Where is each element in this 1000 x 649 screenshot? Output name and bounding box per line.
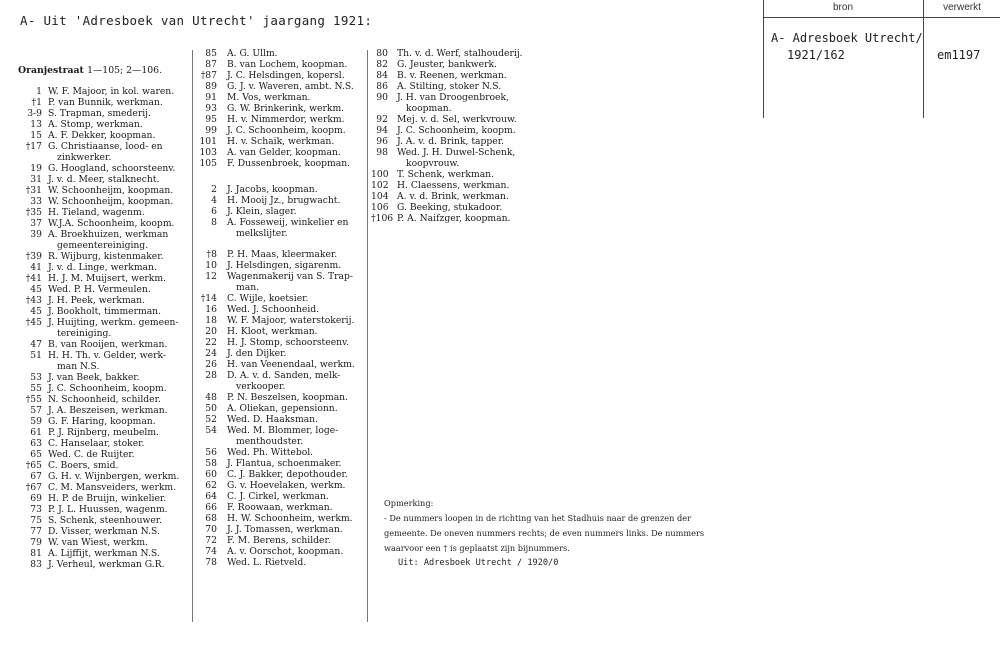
house-number: 18 xyxy=(205,315,217,326)
bron-value xyxy=(771,30,923,64)
resident-entry: zinkwerker. xyxy=(57,152,112,163)
house-number: 57 xyxy=(30,405,42,416)
resident-entry: P. H. Maas, kleermaker. xyxy=(227,249,338,260)
resident-entry: C. M. Mansveiders, werkm. xyxy=(48,482,177,493)
house-number: †39 xyxy=(25,251,42,262)
resident-entry: koopvrouw. xyxy=(406,158,460,169)
remark-line-1: - De nummers loopen in de richting van het Stadhuis naar de grenzen der xyxy=(384,513,691,523)
resident-entry: G. v. Hoevelaken, werkm. xyxy=(227,480,346,491)
house-number: 64 xyxy=(205,491,217,502)
house-number: 61 xyxy=(30,427,42,438)
verwerkt-header: verwerkt xyxy=(943,2,981,13)
house-number: †41 xyxy=(25,273,42,284)
resident-entry: Wed. P. H. Vermeulen. xyxy=(48,284,151,295)
resident-entry: Th. v. d. Werf, stalhouderij. xyxy=(397,48,523,59)
resident-entry: G. Hoogland, schoorsteenv. xyxy=(48,163,176,174)
resident-entry: C. Boers, smid. xyxy=(48,460,119,471)
house-number: 45 xyxy=(30,306,42,317)
resident-entry: Wed. J. H. Duwel-Schenk, xyxy=(397,147,516,158)
resident-entry: J. den Dijker. xyxy=(227,348,287,359)
column-rule-1 xyxy=(192,50,193,622)
house-number: 68 xyxy=(205,513,217,524)
house-number: 95 xyxy=(205,114,217,125)
address-row xyxy=(18,405,168,416)
house-number: 69 xyxy=(30,493,42,504)
house-number: 6 xyxy=(211,206,217,217)
resident-entry: P. J. L. Huussen, wagenm. xyxy=(48,504,168,515)
resident-entry: H. H. Th. v. Gelder, werk- xyxy=(48,350,166,361)
house-number: 104 xyxy=(371,191,389,202)
house-number: 56 xyxy=(205,447,217,458)
resident-entry: J. Helsdingen, sigarenm. xyxy=(227,260,342,271)
resident-entry: Wed. M. Blommer, loge- xyxy=(227,425,339,436)
house-number: †17 xyxy=(25,141,42,152)
house-number: 96 xyxy=(376,136,388,147)
house-number: 50 xyxy=(205,403,217,414)
house-number: 16 xyxy=(205,304,217,315)
resident-entry: H. J. M. Muijsert, werkm. xyxy=(48,273,166,284)
address-row xyxy=(18,515,162,526)
address-row xyxy=(18,328,162,339)
resident-entry: S. Schenk, steenhouwer. xyxy=(48,515,163,526)
resident-entry: A. Stilting, stoker N.S. xyxy=(397,81,502,92)
house-number: 102 xyxy=(371,180,389,191)
address-list-1 xyxy=(18,86,180,570)
house-number: †45 xyxy=(25,317,42,328)
resident-entry: Wed. C. de Ruijter. xyxy=(48,449,135,460)
address-row xyxy=(18,361,162,372)
house-number: 75 xyxy=(30,515,42,526)
house-number: 78 xyxy=(205,557,217,568)
house-number: 82 xyxy=(376,59,388,70)
address-row xyxy=(18,537,162,548)
house-number: 77 xyxy=(30,526,42,537)
resident-entry: H. J. Stomp, schoorsteenv. xyxy=(227,337,350,348)
address-row xyxy=(18,493,167,504)
resident-entry: menthoudster. xyxy=(236,436,304,447)
house-number: 103 xyxy=(199,147,217,158)
house-number: 13 xyxy=(30,119,42,130)
resident-entry: J. C. Schoonheim, koopm. xyxy=(48,383,167,394)
resident-entry: H. P. de Bruijn, winkelier. xyxy=(48,493,167,504)
address-row xyxy=(18,504,168,515)
column-rule-2 xyxy=(367,50,368,622)
house-number: 74 xyxy=(205,546,217,557)
remark-line-3: waarvoor een † is geplaatst zijn bijnummers. xyxy=(384,543,570,553)
house-number: 72 xyxy=(205,535,217,546)
house-number: 54 xyxy=(205,425,217,436)
house-number: 53 xyxy=(30,372,42,383)
resident-entry: A. Stomp, werkman. xyxy=(48,119,143,130)
resident-entry: H. Claessens, werkman. xyxy=(397,180,510,191)
resident-entry: A. Oliekan, gepensionn. xyxy=(227,403,338,414)
house-number: 60 xyxy=(205,469,217,480)
house-number: 28 xyxy=(205,370,217,381)
house-number: 19 xyxy=(30,163,42,174)
address-row xyxy=(18,559,165,570)
resident-entry: A. van Gelder, koopman. xyxy=(227,147,341,158)
resident-entry: G. F. Haring, koopman. xyxy=(48,416,156,427)
house-number: †14 xyxy=(200,293,217,304)
resident-entry: A. v. d. Brink, werkman. xyxy=(397,191,509,202)
house-number: †43 xyxy=(25,295,42,306)
address-row xyxy=(18,339,168,350)
house-number: 12 xyxy=(205,271,217,282)
remark-block xyxy=(384,496,704,571)
resident-entry: melkslijter. xyxy=(236,228,288,239)
house-number: 58 xyxy=(205,458,217,469)
resident-entry: J. A. v. d. Brink, tapper. xyxy=(397,136,505,147)
address-row xyxy=(18,185,174,196)
resident-entry: N. Schoonheid, schilder. xyxy=(48,394,161,405)
resident-entry: C. Wijle, koetsier. xyxy=(227,293,309,304)
house-number: 101 xyxy=(199,136,217,147)
resident-entry: J. Flantua, schoenmaker. xyxy=(227,458,342,469)
resident-entry: H. Tieland, wagenm. xyxy=(48,207,145,218)
info-box xyxy=(763,0,1000,118)
address-row xyxy=(18,394,162,405)
resident-entry: W. Schoonheijm, koopman. xyxy=(48,185,174,196)
house-number: 65 xyxy=(30,449,42,460)
resident-entry: H. Kloot, werkman. xyxy=(227,326,318,337)
house-number: 83 xyxy=(30,559,42,570)
resident-entry: A. Lijffijt, werkman N.S. xyxy=(48,548,160,559)
resident-entry: man. xyxy=(236,282,260,293)
remark-title: Opmerking: xyxy=(384,498,434,508)
house-number: 98 xyxy=(376,147,388,158)
house-number: †106 xyxy=(371,213,394,224)
remark-line-2: gemeente. De oneven nummers rechts; de even nummers links. De nummers xyxy=(384,528,705,538)
resident-entry: S. Trapman, smederij. xyxy=(48,108,151,119)
address-row xyxy=(18,141,162,152)
resident-entry: G. Jeuster, bankwerk. xyxy=(397,59,497,70)
bron-value-line2: 1921/162 xyxy=(787,48,845,62)
resident-entry: J. A. Beszeisen, werkman. xyxy=(48,405,168,416)
house-number: †65 xyxy=(25,460,42,471)
resident-entry: G. W. Brinkerink, werkm. xyxy=(227,103,345,114)
house-number: 2 xyxy=(211,184,217,195)
house-number: 39 xyxy=(30,229,42,240)
resident-entry: W. Schoonheijm, koopman. xyxy=(48,196,174,207)
house-number: 91 xyxy=(205,92,217,103)
resident-entry: B. v. Reenen, werkman. xyxy=(397,70,507,81)
house-number: 45 xyxy=(30,284,42,295)
resident-entry: R. Wijburg, kistenmaker. xyxy=(48,251,164,262)
house-number: 52 xyxy=(205,414,217,425)
verwerkt-value: em1197 xyxy=(937,48,981,62)
resident-entry: C. Hanselaar, stoker. xyxy=(48,438,145,449)
address-row xyxy=(18,548,162,559)
house-number: 94 xyxy=(376,125,388,136)
resident-entry: H. v. Schaik, werkman. xyxy=(227,136,335,147)
address-row xyxy=(18,163,176,174)
address-row xyxy=(18,262,162,273)
resident-entry: G. Christiaanse, lood- en xyxy=(48,141,163,152)
resident-entry: verkooper. xyxy=(236,381,286,392)
resident-entry: D. A. v. d. Sanden, melk- xyxy=(227,370,341,381)
address-row xyxy=(18,438,162,449)
house-number: †87 xyxy=(200,70,217,81)
address-row xyxy=(18,207,162,218)
house-number: 81 xyxy=(30,548,42,559)
resident-entry: D. Visser, werkman N.S. xyxy=(48,526,160,537)
house-number: 33 xyxy=(30,196,42,207)
address-row xyxy=(18,152,162,163)
house-number: 105 xyxy=(199,158,217,169)
house-number: 93 xyxy=(205,103,217,114)
address-row xyxy=(18,383,167,394)
address-row xyxy=(18,416,162,427)
resident-entry: Wed. L. Rietveld. xyxy=(227,557,307,568)
house-number: 79 xyxy=(30,537,42,548)
house-number: †1 xyxy=(31,97,42,108)
house-number: 86 xyxy=(376,81,388,92)
resident-entry: H. W. Schoonheim, werkm. xyxy=(227,513,353,524)
house-number: 89 xyxy=(205,81,217,92)
resident-entry: J. Klein, slager. xyxy=(227,206,297,217)
resident-entry: J. Huijting, werkm. gemeen- xyxy=(48,317,179,328)
house-number: 67 xyxy=(30,471,42,482)
resident-entry: G. J. v. Waveren, ambt. N.S. xyxy=(227,81,354,92)
resident-entry: H. van Veenendaal, werkm. xyxy=(227,359,355,370)
house-number: 66 xyxy=(205,502,217,513)
house-number: †35 xyxy=(25,207,42,218)
street-range: 1—105; 2—106. xyxy=(87,65,163,76)
house-number: 62 xyxy=(205,480,217,491)
house-number: 15 xyxy=(30,130,42,141)
house-number: 55 xyxy=(30,383,42,394)
house-number: †55 xyxy=(25,394,42,405)
resident-entry: Wagenmakerij van S. Trap- xyxy=(227,271,353,282)
house-number: 100 xyxy=(371,169,389,180)
house-number: 3-9 xyxy=(27,108,42,119)
resident-entry: J. J. Tomassen, werkman. xyxy=(227,524,343,535)
house-number: 24 xyxy=(205,348,217,359)
house-number: 41 xyxy=(30,262,42,273)
resident-entry: Wed. J. Schoonheid. xyxy=(227,304,320,315)
resident-entry: P. N. Beszelsen, koopman. xyxy=(227,392,349,403)
address-row xyxy=(18,251,162,262)
house-number: 90 xyxy=(376,92,388,103)
address-row xyxy=(18,130,162,141)
address-row xyxy=(18,449,162,460)
house-number: 84 xyxy=(376,70,388,81)
resident-entry: J. H. Peek, werkman. xyxy=(48,295,146,306)
address-row xyxy=(18,460,162,471)
address-row xyxy=(18,471,180,482)
house-number: 70 xyxy=(205,524,217,535)
house-number: 73 xyxy=(30,504,42,515)
resident-entry: P. J. Rijnberg, meubelm. xyxy=(48,427,159,438)
address-row xyxy=(18,108,162,119)
address-row xyxy=(18,273,166,284)
resident-entry: A. G. Ullm. xyxy=(227,48,278,59)
house-number: 99 xyxy=(205,125,217,136)
house-number: 48 xyxy=(205,392,217,403)
house-number: 8 xyxy=(211,217,217,228)
address-row xyxy=(18,174,162,185)
house-number: 92 xyxy=(376,114,388,125)
address-row xyxy=(18,427,162,438)
house-number: 59 xyxy=(30,416,42,427)
address-row xyxy=(18,119,162,130)
address-row xyxy=(18,97,162,108)
resident-entry: J. Bookholt, timmerman. xyxy=(48,306,162,317)
house-number: 31 xyxy=(30,174,42,185)
house-number: †8 xyxy=(206,249,217,260)
resident-entry: A. Broekhuizen, werkman xyxy=(48,229,169,240)
address-row xyxy=(18,482,177,493)
resident-entry: H. Mooij Jz., brugwacht. xyxy=(227,195,341,206)
resident-entry: G. Beeking, stukadoor. xyxy=(397,202,503,213)
address-row xyxy=(18,284,162,295)
street-heading xyxy=(18,65,162,77)
resident-entry: J. v. d. Linge, werkman. xyxy=(48,262,157,273)
resident-entry: J. C. Helsdingen, kopersl. xyxy=(227,70,345,81)
house-number: 10 xyxy=(205,260,217,271)
remark-source: Uit: Adresboek Utrecht / 1920/0 xyxy=(398,558,559,568)
resident-entry: J. v. d. Meer, stalknecht. xyxy=(48,174,160,185)
address-row xyxy=(18,229,169,240)
house-number: 63 xyxy=(30,438,42,449)
resident-entry: A. Fosseweij, winkelier en xyxy=(227,217,349,228)
resident-entry: man N.S. xyxy=(57,361,100,372)
address-column-1 xyxy=(18,65,180,570)
house-number: 4 xyxy=(211,195,217,206)
resident-entry: J. C. Schoonheim, koopm. xyxy=(397,125,516,136)
house-number: 26 xyxy=(205,359,217,370)
house-number: †67 xyxy=(25,482,42,493)
resident-entry: W. F. Majoor, in kol. waren. xyxy=(48,86,175,97)
house-number: 20 xyxy=(205,326,217,337)
resident-entry: T. Schenk, werkman. xyxy=(397,169,495,180)
page-title: A- Uit 'Adresboek van Utrecht' jaargang 1921: xyxy=(20,13,373,28)
house-number: 37 xyxy=(30,218,42,229)
address-row xyxy=(18,526,162,537)
resident-entry: Mej. v. d. Sel, werkvrouw. xyxy=(397,114,517,125)
resident-entry: M. Vos, werkman. xyxy=(227,92,311,103)
address-row xyxy=(18,218,175,229)
address-row xyxy=(18,306,162,317)
resident-entry: W. F. Majoor, waterstokerij. xyxy=(227,315,355,326)
house-number: 87 xyxy=(205,59,217,70)
resident-entry: P. van Bunnik, werkman. xyxy=(48,97,163,108)
resident-entry: J. C. Schoonheim, koopm. xyxy=(227,125,346,136)
house-number: 47 xyxy=(30,339,42,350)
bron-header: bron xyxy=(832,2,853,13)
resident-entry: J. van Beek, bakker. xyxy=(48,372,140,383)
resident-entry: gemeentereiniging. xyxy=(57,240,149,251)
resident-entry: koopman. xyxy=(406,103,452,114)
resident-entry: tereiniging. xyxy=(57,328,112,339)
house-number: 85 xyxy=(205,48,217,59)
street-name: Oranjestraat xyxy=(18,65,84,76)
resident-entry: A. v. Oorschot, koopman. xyxy=(227,546,344,557)
resident-entry: W. van Wiest, werkm. xyxy=(48,537,148,548)
house-number: 106 xyxy=(371,202,389,213)
address-row xyxy=(18,86,175,97)
house-number: †31 xyxy=(25,185,42,196)
address-row xyxy=(18,350,166,361)
house-number: 22 xyxy=(205,337,217,348)
house-number: 80 xyxy=(376,48,388,59)
resident-entry: J. Verheul, werkman G.R. xyxy=(48,559,165,570)
resident-entry: F. Roowaan, werkman. xyxy=(227,502,333,513)
house-number: 51 xyxy=(30,350,42,361)
resident-entry: B. van Lochem, koopman. xyxy=(227,59,348,70)
resident-entry: F. Dussenbroek, koopman. xyxy=(227,158,351,169)
resident-entry: J. Jacobs, koopman. xyxy=(227,184,318,195)
house-number: 1 xyxy=(36,86,42,97)
resident-entry: W.J.A. Schoonheim, koopm. xyxy=(48,218,175,229)
resident-entry: Wed. Ph. Wittebol. xyxy=(227,447,314,458)
address-row xyxy=(18,295,162,306)
address-row xyxy=(18,372,162,383)
bron-value-line1: A- Adresboek Utrecht/ xyxy=(771,31,923,45)
info-box-header-rule xyxy=(763,17,1000,18)
resident-entry: J. H. van Droogenbroek, xyxy=(397,92,509,103)
address-row xyxy=(18,240,162,251)
resident-entry: B. van Rooijen, werkman. xyxy=(48,339,168,350)
resident-entry: P. A. Naifzger, koopman. xyxy=(397,213,511,224)
resident-entry: G. H. v. Wijnbergen, werkm. xyxy=(48,471,180,482)
address-row xyxy=(18,196,174,207)
resident-entry: C. J. Cirkel, werkman. xyxy=(227,491,329,502)
resident-entry: A. F. Dekker, koopman. xyxy=(48,130,156,141)
resident-entry: H. v. Nimmerdor, werkm. xyxy=(227,114,345,125)
address-row xyxy=(18,317,179,328)
resident-entry: C. J. Bakker, depothouder. xyxy=(227,469,348,480)
resident-entry: F. M. Berens, schilder. xyxy=(227,535,331,546)
resident-entry: Wed. D. Haaksman. xyxy=(227,414,319,425)
